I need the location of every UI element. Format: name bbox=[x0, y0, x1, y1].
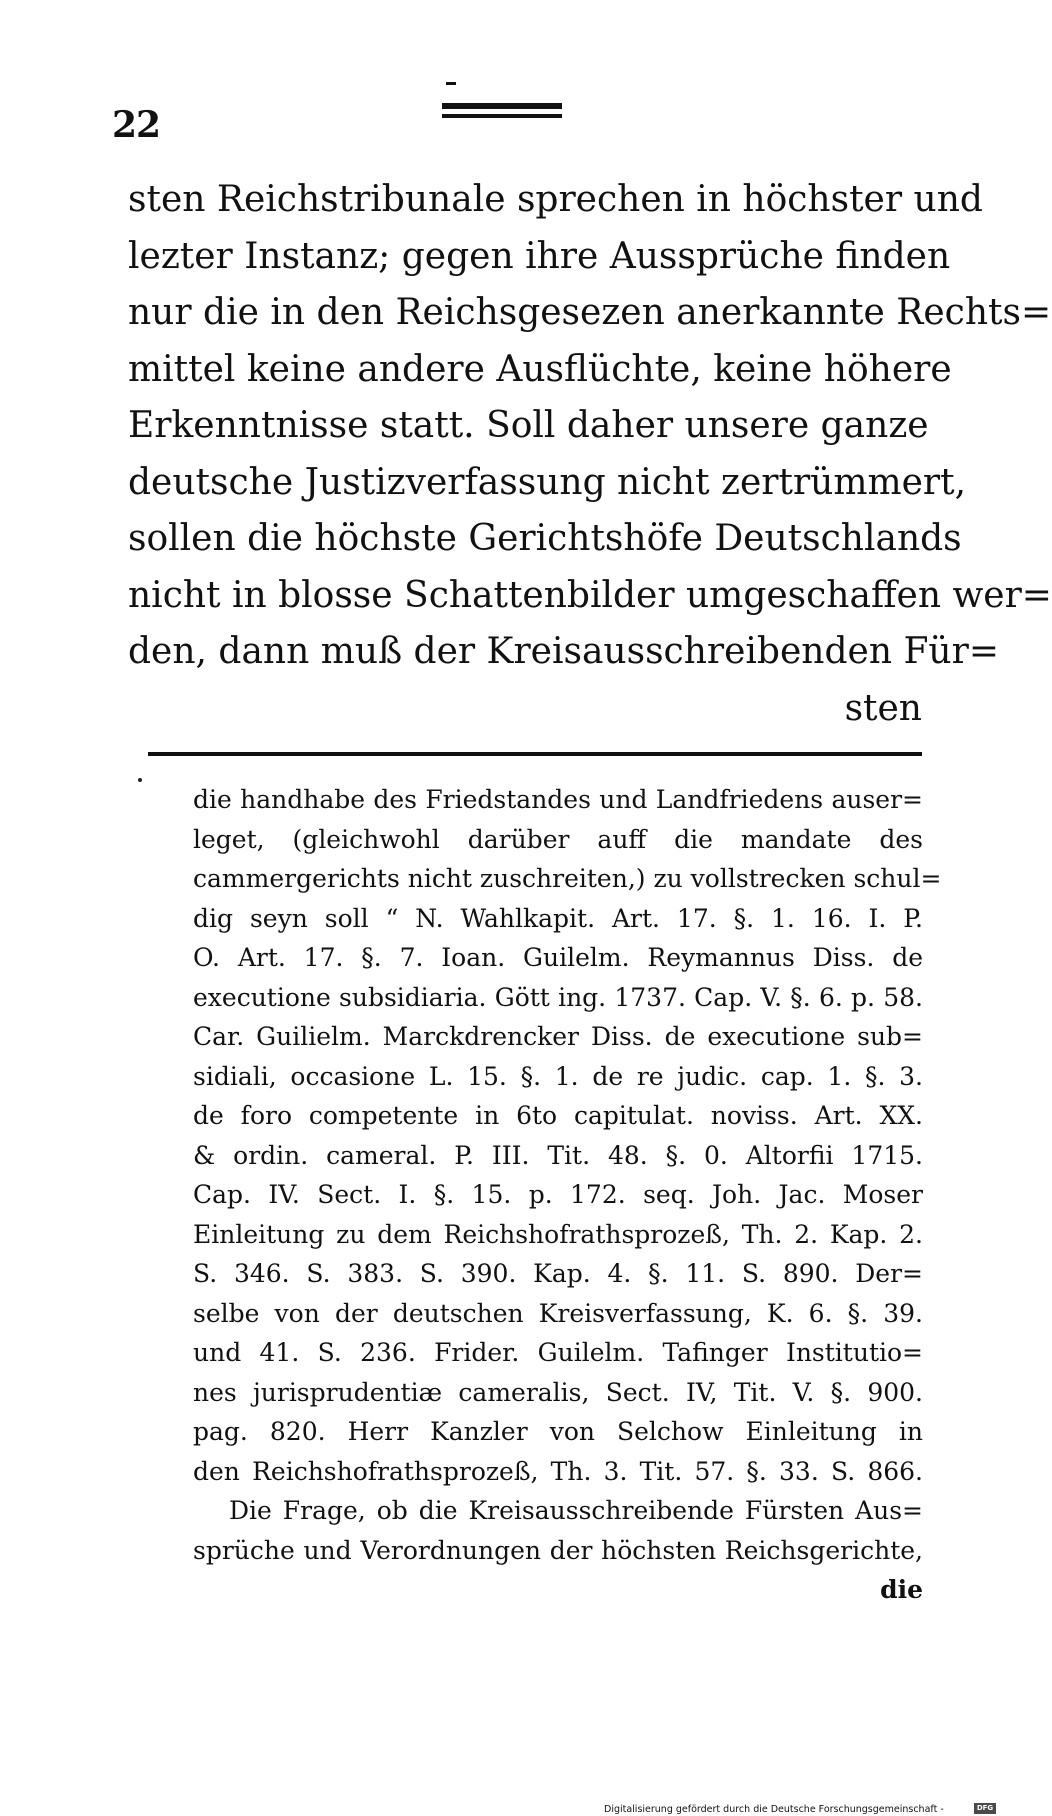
footnote-line: Car. Guilielm. Marckdrencker Diss. de executione sub= bbox=[193, 1022, 923, 1051]
dfg-logo: DFG bbox=[974, 1803, 996, 1814]
main-text bbox=[128, 172, 1052, 737]
main-text-line: Erkenntnisse statt. Soll daher unsere ganze bbox=[128, 405, 929, 446]
main-text-line: deutsche Justizverfassung nicht zertrümmert, bbox=[128, 461, 967, 503]
footnote-line: pag. 820. Herr Kanzler von Selchow Einleitung in bbox=[193, 1417, 923, 1446]
main-text-line: mittel keine andere Ausflüchte, keine höhere bbox=[128, 348, 952, 390]
footnote-line: sidiali, occasione L. 15. §. 1. de re judic. cap. 1. §. 3. bbox=[193, 1061, 923, 1091]
footnote-line: und 41. S. 236. Frider. Guilelm. Tafinger Institutio= bbox=[193, 1338, 923, 1367]
footnote-line: S. 346. S. 383. S. 390. Kap. 4. §. 11. S. 890. Der= bbox=[193, 1259, 923, 1288]
footnote-line: de foro competente in 6to capitulat. noviss. Art. XX. bbox=[193, 1101, 923, 1130]
footnote-text bbox=[193, 780, 942, 1610]
footnote-line: leget, (gleichwohl darüber auff die mandate des bbox=[193, 824, 923, 854]
footnote-catchword: die bbox=[880, 1575, 923, 1604]
footnote-line: die handhabe des Friedstandes und Landfriedens auser= bbox=[193, 785, 923, 814]
footnote-line: O. Art. 17. §. 7. Ioan. Guilelm. Reymannus Diss. de bbox=[193, 943, 923, 972]
footnote-mark bbox=[138, 778, 142, 782]
footnote-rule bbox=[148, 752, 922, 756]
digitization-credit: Digitalisierung gefördert durch die Deutsche Forschungsgemeinschaft - bbox=[604, 1804, 944, 1815]
main-text-line: nur die in den Reichsgesezen anerkannte Rechts= bbox=[128, 292, 1052, 333]
footnote-line: selbe von der deutschen Kreisverfassung, K. 6. §. 39. bbox=[193, 1298, 923, 1328]
main-text-line: nicht in blosse Schattenbilder umgeschaffen wer= bbox=[128, 574, 1052, 616]
footnote-line: Einleitung zu dem Reichshofrathsprozeß, Th. 2. Kap. 2. bbox=[193, 1219, 923, 1249]
catchword: sten bbox=[844, 687, 922, 729]
footnote-line: den Reichshofrathsprozeß, Th. 3. Tit. 57. §. 33. S. 866. bbox=[193, 1456, 923, 1486]
footnote-line: Die Frage, ob die Kreisausschreibende Fürsten Aus= bbox=[229, 1496, 923, 1525]
header-rule-thick bbox=[442, 103, 562, 109]
main-text-line: sollen die höchste Gerichtshöfe Deutschlands bbox=[128, 518, 962, 559]
header-rule-small bbox=[446, 82, 456, 85]
footnote-line: Cap. IV. Sect. I. §. 15. p. 172. seq. Joh. Jac. Moser bbox=[193, 1180, 923, 1209]
footnote-line: cammergerichts nicht zuschreiten,) zu vollstrecken schul= bbox=[193, 864, 942, 893]
footnote-line: sprüche und Verordnungen der höchsten Reichsgerichte, bbox=[193, 1535, 923, 1565]
main-text-line: sten Reichstribunale sprechen in höchster und bbox=[128, 179, 983, 220]
footnote-line: executione subsidiaria. Gött ing. 1737. Cap. V. §. 6. p. 58. bbox=[193, 982, 923, 1012]
main-text-line: den, dann muß der Kreisausschreibenden Für= bbox=[128, 631, 999, 672]
footnote-line: nes jurisprudentiæ cameralis, Sect. IV, Tit. V. §. 900. bbox=[193, 1377, 923, 1407]
page-number: 22 bbox=[112, 104, 161, 146]
header-rule-thin bbox=[442, 114, 562, 118]
main-text-line: lezter Instanz; gegen ihre Aussprüche finden bbox=[128, 235, 951, 277]
footnote-line: & ordin. cameral. P. III. Tit. 48. §. 0. Altorfii 1715. bbox=[193, 1140, 923, 1170]
footnote-line: dig seyn soll “ N. Wahlkapit. Art. 17. §. 1. 16. I. P. bbox=[193, 903, 923, 933]
